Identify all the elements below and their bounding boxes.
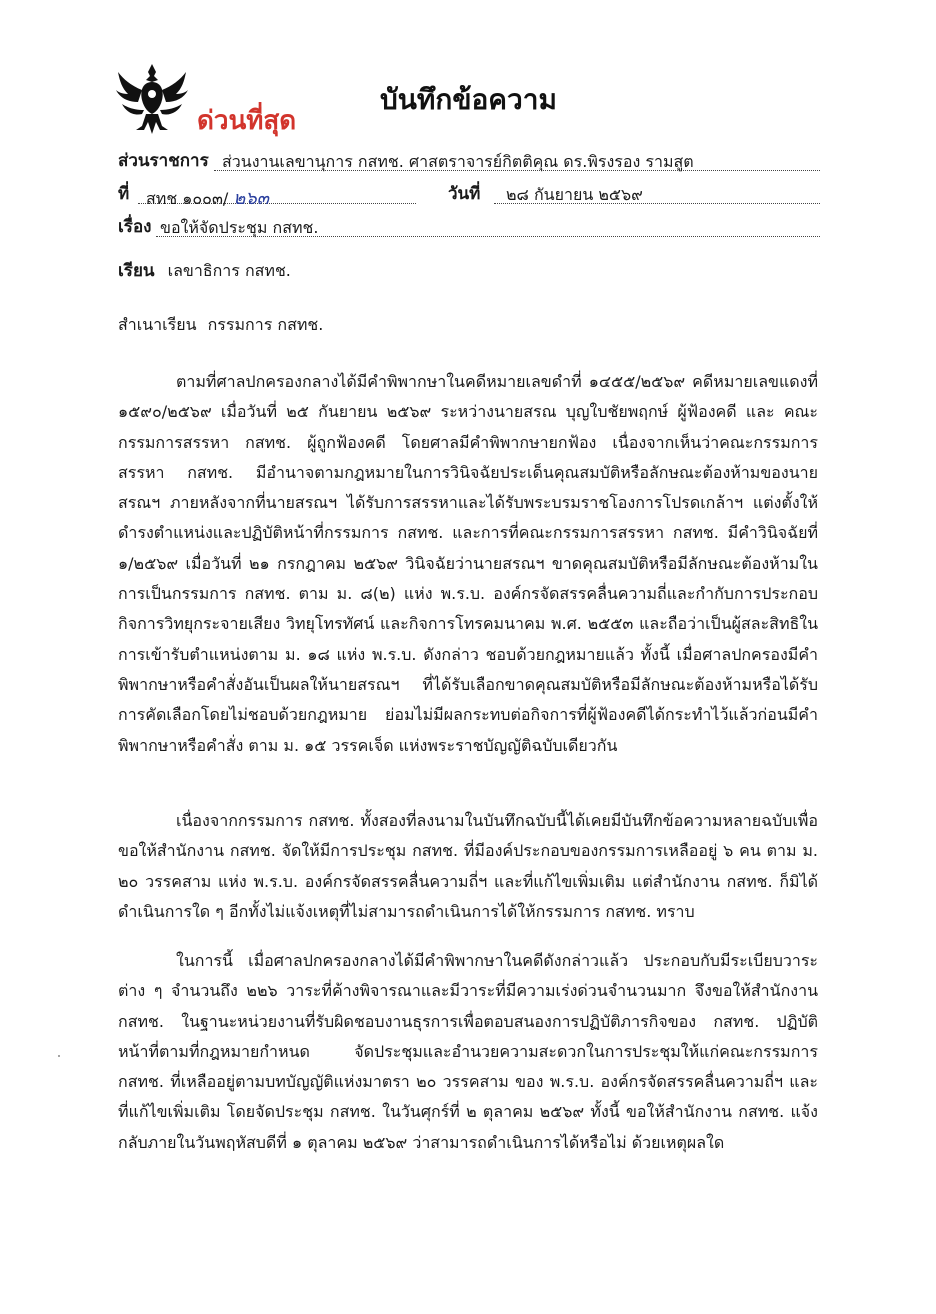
salutation-label: เรียน <box>118 261 155 281</box>
cc-label: สำเนาเรียน <box>118 315 197 334</box>
date-value: ๒๘ กันยายน ๒๕๖๙ <box>506 185 643 204</box>
body-paragraph-1: ตามที่ศาลปกครองกลางได้มีคำพิพากษาในคดีหมายเลขดำที่ ๑๔๕๕/๒๕๖๙ คดีหมายเลขแดงที่ ๑๕๙๐/๒๕๖๙ เมื่อวันที่ ๒๕ กันยายน ๒๕๖๙ ระหว่างนายสรณ บุญใบชัยพฤกษ์ ผู้ฟ้องคดี และ คณะกรรมการสรรหา กสทช. ผู้ถูกฟ้องคดี โดยศาลมีคำพิพากษายกฟ้อง เนื่องจากเห็นว่าคณะกรรมการสรรหา กสทช. มีอำนาจตามกฎหมายในการวินิจฉัยประเด็นคุณสมบัติหรือลักษณะต้องห้ามของนายสรณฯ ภายหลังจากที่นายสรณฯ ได้รับการสรรหาและได้รับพระบรมราชโองการโปรดเกล้าฯ แต่งตั้งให้ดำรงตำแหน่งและปฏิบัติหน้าที่กรรมการ กสทช. และการที่คณะกรรมการสรรหา กสทช. มีคำวินิจฉัยที่ ๑/๒๕๖๙ เมื่อวันที่ ๒๑ กรกฎาคม ๒๕๖๙ วินิจฉัยว่านายสรณฯ ขาดคุณสมบัติหรือมีลักษณะต้องห้ามในการเป็นกรรมการ กสทช. ตาม ม. ๘(๒) แห่ง พ.ร.บ. องค์กรจัดสรรคลื่นความถี่และกำกับการประกอบกิจการวิทยุกระจายเสียง วิทยุโทรทัศน์ และกิจการโทรคมนาคม พ.ศ. ๒๕๕๓ และถือว่าเป็นผู้สละสิทธิในการเข้ารับตำแหน่งตาม ม. ๑๘ แห่ง พ.ร.บ. ดังกล่าว ชอบด้วยกฎหมายแล้ว ทั้งนี้ เมื่อศาลปกครองมีคำพิพากษาหรือคำสั่งอันเป็นผลให้นายสรณฯ ที่ได้รับเลือกขาดคุณสมบัติหรือมีลักษณะต้องห้ามหรือได้รับการคัดเลือกโดยไม่ชอบด้วยกฎหมาย ย่อมไม่มีผลกระทบต่อกิจการที่ผู้ฟ้องคดีได้กระทำไว้แล้วก่อนมีคำพิพากษาหรือคำสั่ง ตาม ม. ๑๕ วรรคเจ็ด แห่งพระราชบัญญัติฉบับเดียวกัน <box>118 372 819 755</box>
body-paragraph-3: ในการนี้ เมื่อศาลปกครองกลางได้มีคำพิพากษาในคดีดังกล่าวแล้ว ประกอบกับมีระเบียบวาระต่าง ๆ จำนวนถึง ๒๒๖ วาระที่ค้างพิจารณาและมีวาระที่มีความเร่งด่วนจำนวนมาก จึงขอให้สำนักงาน กสทช. ในฐานะหน่วยงานที่รับผิดชอบงานธุรการเพื่อตอบสนองการปฏิบัติภารกิจของ กสทช. ปฏิบัติหน้าที่ตามที่กฎหมายกำหนด จัดประชุมและอำนวยความสะดวกในการประชุมให้แก่คณะกรรมการ กสทช. ที่เหลืออยู่ตามบทบัญญัติแห่งมาตรา ๒๐ วรรคสาม ของ พ.ร.บ. องค์กรจัดสรรคลื่นความถี่ฯ และที่แก้ไขเพิ่มเติม โดยจัดประชุม กสทช. ในวันศุกร์ที่ ๒ ตุลาคม ๒๕๖๙ ทั้งนี้ ขอให้สำนักงาน กสทช. แจ้งกลับภายในวันพฤหัสบดีที่ ๑ ตุลาคม ๒๕๖๙ ว่าสามารถดำเนินการได้หรือไม่ ด้วยเหตุผลใด <box>118 951 818 1152</box>
garuda-emblem-icon <box>112 60 192 140</box>
ref-label: ที่ <box>118 184 130 204</box>
ref-prefix: สทช ๑๐๐๓/ <box>146 189 229 208</box>
urgency-stamp: ด่วนที่สุด <box>197 106 297 136</box>
ref-handwritten-number: ๒๖๓ <box>233 188 269 209</box>
agency-value: ส่วนงานเลขานุการ กสทช. ศาสตราจารย์กิตติคุณ ดร.พิรงรอง รามสูต <box>222 152 694 171</box>
subject-value: ขอให้จัดประชุม กสทช. <box>160 218 319 237</box>
ref-number <box>146 183 269 212</box>
cc-recipient: กรรมการ กสทช. <box>207 315 324 334</box>
body-paragraph-2: เนื่องจากกรรมการ กสทช. ทั้งสองที่ลงนามในบันทึกฉบับนี้ได้เคยมีบันทึกข้อความหลายฉบับเพื่อขอให้สำนักงาน กสทช. จัดให้มีการประชุม กสทช. ที่มีองค์ประกอบของกรรมการเหลืออยู่ ๖ คน ตาม ม. ๒๐ วรรคสาม แห่ง พ.ร.บ. องค์กรจัดสรรคลื่นความถี่ฯ และที่แก้ไขเพิ่มเติม แต่สำนักงาน กสทช. ก็มิได้ดำเนินการใด ๆ อีกทั้งไม่แจ้งเหตุที่ไม่สามารถดำเนินการได้ให้กรรมการ กสทช. ทราบ <box>118 811 818 921</box>
cc-line <box>118 314 323 336</box>
scan-speck <box>58 1055 60 1057</box>
date-label: วันที่ <box>448 184 481 204</box>
salutation-recipient: เลขาธิการ กสทช. <box>167 261 291 280</box>
salutation <box>118 260 291 282</box>
document-title: บันทึกข้อความ <box>380 83 557 116</box>
subject-label: เรื่อง <box>118 217 152 237</box>
agency-label: ส่วนราชการ <box>118 151 209 171</box>
